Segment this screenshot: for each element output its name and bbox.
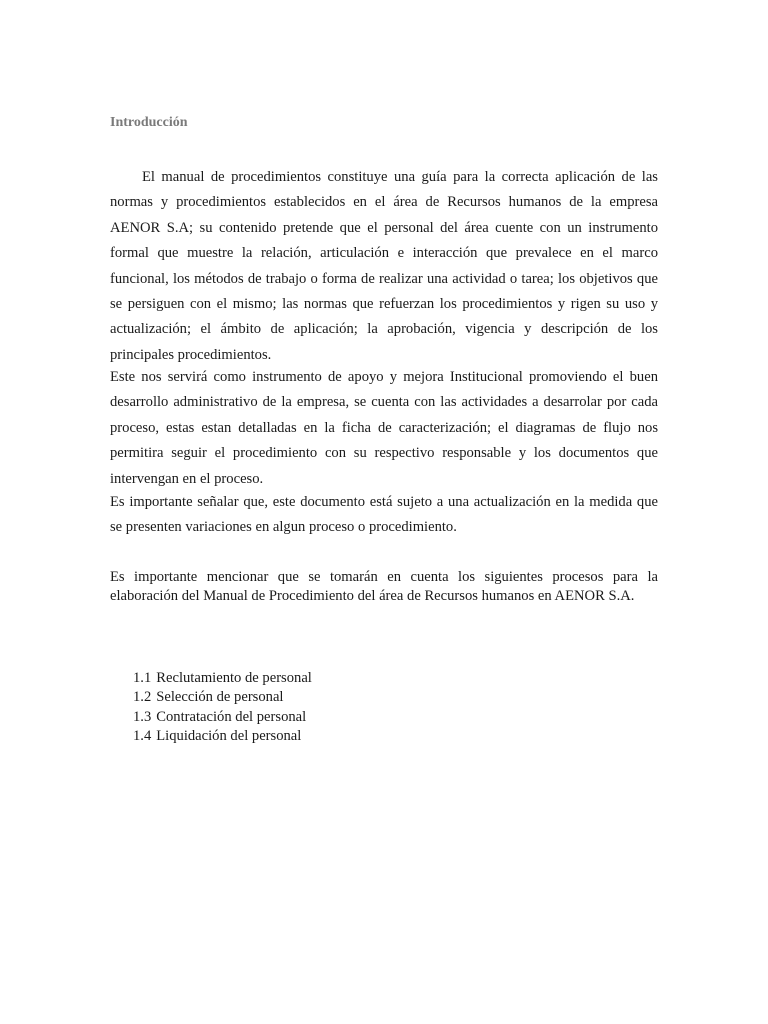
list-item-label: Selección de personal	[156, 689, 284, 706]
list-item	[133, 727, 312, 746]
processes-intro-paragraph: Es importante mencionar que se tomarán en cuenta los siguientes procesos para la elaboración del Manual de Procedimiento del área de Recursos humanos en AENOR S.A.	[110, 569, 658, 604]
section-heading: Introducción	[110, 115, 188, 130]
list-item-number: 1.2	[133, 689, 152, 706]
list-item-number: 1.3	[133, 708, 152, 725]
list-item	[133, 688, 312, 707]
process-list	[133, 669, 312, 746]
list-item-number: 1.4	[133, 727, 152, 744]
list-item	[133, 708, 312, 727]
update-note-paragraph: Es importante señalar que, este documento está sujeto a una actualización en la medida que se presenten variaciones en algun proceso o procedimiento.	[110, 494, 658, 536]
list-item-label: Reclutamiento de personal	[156, 670, 312, 686]
list-item-label: Contratación del personal	[156, 708, 307, 725]
list-item	[133, 669, 312, 688]
purpose-paragraph: Este nos servirá como instrumento de apoyo y mejora Institucional promoviendo el buen desarrollo administrativo de la empresa, se cuenta con las actividades a desarrolar por cada proceso, estas estan detalladas en la ficha de caracterización; el diagramas de flujo nos permitira seguir el procedimiento con su respectivo responsable y los documentos que intervengan en el proceso.	[110, 369, 658, 487]
list-item-label: Liquidación del personal	[156, 727, 302, 744]
intro-paragraph: El manual de procedimientos constituye una guía para la correcta aplicación de las normas y procedimientos establecidos en el área de Recursos humanos de la empresa AENOR S.A; su contenido pretende que el personal del área cuente con un instrumento formal que muestre la relación, articulación e interacción que prevalece en el marco funcional, los métodos de trabajo o forma de realizar una actividad o tarea; los objetivos que se persiguen con el mismo; las normas que refuerzan los procedimientos y rigen su uso y actualización; el ámbito de aplicación; la aprobación, vigencia y descripción de los principales procedimientos.	[110, 169, 658, 363]
list-item-number: 1.1	[133, 670, 152, 686]
